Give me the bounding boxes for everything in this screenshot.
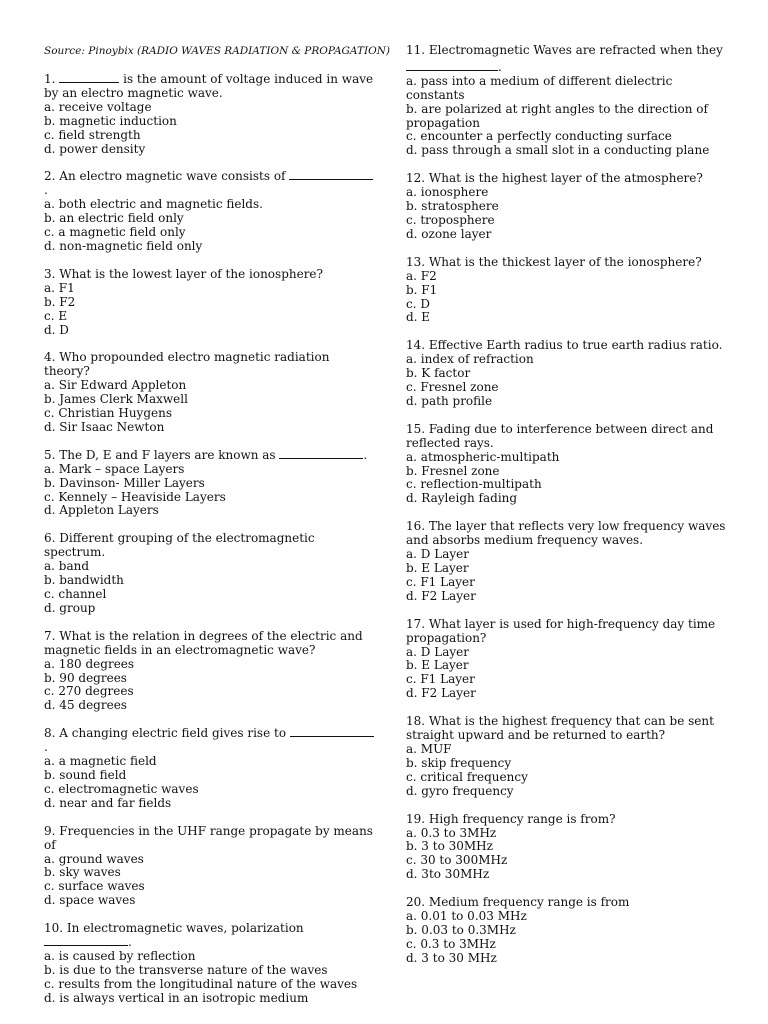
answer-option: a. both electric and magnetic fields.	[44, 197, 263, 212]
question-item	[406, 44, 726, 158]
answer-blank-line: .	[406, 58, 726, 75]
answer-option: a. band	[44, 559, 90, 574]
question-number: 14.	[406, 338, 426, 353]
answer-option: d. 3to 30MHz	[406, 867, 490, 882]
answer-option: d. power density	[44, 141, 146, 156]
answer-option: c. critical frequency	[406, 769, 528, 784]
answer-option: a. ionosphere	[406, 185, 489, 200]
answer-option: b. sound field	[44, 767, 127, 782]
answer-option: b. skip frequency	[406, 755, 512, 770]
answer-option: c. E	[44, 308, 68, 323]
question-stem: In electromagnetic waves, polarization	[66, 921, 304, 936]
answer-option: d. Sir Isaac Newton	[44, 419, 165, 434]
answer-option: b. sky waves	[44, 865, 121, 880]
answer-option: d. 45 degrees	[44, 698, 127, 713]
answer-option: c. channel	[44, 587, 107, 601]
question-number: 19.	[406, 811, 426, 826]
answer-option: d. non-magnetic field only	[44, 238, 203, 253]
question-number: 15.	[406, 421, 426, 436]
question-number: 9.	[44, 823, 56, 838]
question-text	[406, 813, 726, 827]
answer-option: c. field strength	[44, 127, 141, 142]
question-text	[406, 715, 726, 743]
answer-option: c. Kennely – Heaviside Layers	[44, 489, 226, 504]
question-number: 16.	[406, 519, 426, 534]
answer-option: c. 30 to 300MHz	[406, 853, 508, 868]
question-stem: What is the highest layer of the atmosphere?	[428, 171, 703, 186]
question-number: 11.	[406, 43, 426, 57]
left-question-list	[44, 73, 374, 1006]
question-number: 10.	[44, 921, 64, 936]
question-stem: What is the lowest layer of the ionosphere?	[59, 266, 323, 281]
answer-option: b. Fresnel zone	[406, 463, 500, 478]
answer-option: c. Christian Huygens	[44, 406, 172, 421]
question-stem: Frequencies in the UHF range propagate by means of	[44, 823, 373, 852]
answer-option: d. D	[44, 322, 69, 337]
question-text	[44, 351, 374, 379]
left-column	[44, 44, 390, 1020]
right-question-list	[406, 44, 726, 966]
answer-option: b. Davinson- Miller Layers	[44, 475, 205, 490]
question-item	[406, 618, 726, 701]
answer-option: b. is due to the transverse nature of the waves	[44, 962, 328, 977]
question-number: 5.	[44, 447, 56, 462]
question-item	[44, 73, 374, 156]
answer-blank	[290, 736, 374, 737]
question-item	[406, 715, 726, 798]
question-stem: The layer that reflects very low frequency waves and absorbs medium frequency waves.	[406, 519, 726, 548]
question-stem: Effective Earth radius to true earth radius ratio.	[428, 338, 723, 353]
question-stem: The D, E and F layers are known as	[59, 447, 276, 462]
answer-option: c. encounter a perfectly conducting surface	[406, 129, 672, 144]
question-item	[44, 268, 374, 338]
question-item	[406, 339, 726, 409]
answer-option: a. Sir Edward Appleton	[44, 378, 187, 393]
answer-option: d. Rayleigh fading	[406, 491, 518, 506]
answer-option: d. group	[44, 600, 96, 615]
question-stem: What layer is used for high-frequency day time propagation?	[406, 616, 716, 645]
answer-blank	[59, 82, 119, 83]
answer-option: d. 3 to 30 MHz	[406, 950, 497, 965]
question-item	[44, 170, 374, 253]
answer-option: c. 0.3 to 3MHz	[406, 936, 496, 951]
answer-option: d. space waves	[44, 893, 136, 908]
question-number: 13.	[406, 254, 426, 269]
question-text	[406, 44, 726, 58]
question-item	[44, 351, 374, 434]
question-item	[44, 825, 374, 908]
source-line: Source: Pinoybix (RADIO WAVES RADIATION & PROPAGATION)	[44, 45, 390, 57]
question-text	[406, 256, 726, 270]
answer-option: c. a magnetic field only	[44, 225, 186, 240]
answer-blank	[289, 179, 373, 180]
answer-option: c. Fresnel zone	[406, 380, 499, 395]
question-text	[44, 630, 374, 658]
answer-option: b. an electric field only	[44, 211, 184, 226]
answer-option: a. F2	[406, 268, 437, 283]
answer-option: a. D Layer	[406, 644, 469, 659]
answer-option: d. ozone layer	[406, 226, 492, 241]
question-stem: is the amount of voltage induced in wave by an electro magnetic wave.	[44, 72, 374, 100]
answer-option: c. F1 Layer	[406, 672, 475, 687]
answer-option: a. pass into a medium of different dielectric constants	[406, 73, 673, 102]
answer-option: a. atmospheric-multipath	[406, 449, 560, 464]
question-number: 4.	[44, 350, 56, 365]
answer-option: d. path profile	[406, 393, 493, 408]
question-text	[44, 532, 374, 560]
question-stem: Electromagnetic Waves are refracted when they	[428, 43, 723, 57]
question-item	[406, 423, 726, 506]
question-text	[406, 896, 726, 910]
question-text: 10. In electromagnetic waves, polarization .	[44, 921, 304, 950]
answer-option: c. reflection-multipath	[406, 477, 542, 492]
question-number: 17.	[406, 616, 426, 631]
answer-option: a. a magnetic field	[44, 754, 157, 769]
question-stem: Fading due to interference between direct and reflected rays.	[406, 421, 714, 450]
question-item	[406, 172, 726, 242]
answer-option: c. 270 degrees	[44, 684, 134, 699]
answer-option: a. MUF	[406, 741, 452, 756]
answer-option: c. D	[406, 296, 430, 311]
answer-option: b. stratosphere	[406, 199, 499, 214]
answer-option: d. F2 Layer	[406, 686, 476, 701]
answer-option: a. receive voltage	[44, 99, 152, 114]
question-text: 8. A changing electric field gives rise to .	[44, 727, 374, 755]
answer-option: d. pass through a small slot in a conducting plane	[406, 143, 710, 158]
answer-option: b. James Clerk Maxwell	[44, 392, 188, 407]
answer-option: a. index of refraction	[406, 352, 534, 367]
answer-option: b. F2	[44, 294, 76, 309]
question-stem: Who propounded electro magnetic radiation theory?	[44, 350, 330, 379]
question-text	[406, 423, 726, 451]
answer-option: b. 90 degrees	[44, 670, 127, 685]
question-text	[44, 73, 374, 101]
answer-option: a. D Layer	[406, 547, 469, 562]
answer-option: b. E Layer	[406, 658, 469, 673]
question-number: 18.	[406, 714, 426, 729]
question-stem: What is the thickest layer of the ionosphere?	[428, 254, 702, 269]
question-number: 20.	[406, 895, 426, 910]
question-text	[406, 520, 726, 548]
question-number: 8.	[44, 726, 56, 741]
question-item	[44, 532, 374, 615]
question-item	[44, 727, 374, 810]
answer-option: c. F1 Layer	[406, 574, 475, 589]
answer-option: d. near and far fields	[44, 795, 172, 810]
question-item	[406, 520, 726, 603]
question-number: 12.	[406, 171, 426, 186]
answer-option: d. F2 Layer	[406, 588, 476, 603]
question-text	[406, 339, 726, 353]
answer-option: b. bandwidth	[44, 573, 124, 588]
answer-option: a. F1	[44, 280, 75, 295]
answer-option: a. 0.01 to 0.03 MHz	[406, 909, 527, 924]
question-item	[406, 813, 726, 883]
question-number: 6.	[44, 531, 56, 546]
question-item	[44, 922, 374, 1005]
answer-option: c. electromagnetic waves	[44, 781, 199, 796]
answer-option: c. troposphere	[406, 212, 495, 227]
question-text: 5. The D, E and F layers are known as .	[44, 447, 368, 462]
answer-blank	[279, 458, 363, 459]
answer-option: b. E Layer	[406, 561, 469, 575]
answer-option: b. magnetic induction	[44, 113, 177, 128]
question-number: 7.	[44, 628, 56, 643]
question-number: 3.	[44, 266, 56, 281]
answer-option: d. Appleton Layers	[44, 503, 159, 518]
answer-option: b. are polarized at right angles to the direction of propagation	[406, 101, 708, 130]
answer-option: b. 0.03 to 0.3MHz	[406, 922, 516, 937]
question-stem: An electro magnetic wave consists of	[59, 169, 286, 184]
question-item	[44, 630, 374, 713]
question-stem: What is the highest frequency that can be sent straight upward and be returned to earth?	[406, 714, 714, 743]
question-item	[44, 449, 374, 519]
answer-option: a. Mark – space Layers	[44, 461, 185, 476]
question-text	[406, 618, 726, 646]
answer-option: a. ground waves	[44, 851, 144, 866]
answer-option: a. 180 degrees	[44, 656, 135, 671]
question-text	[406, 172, 726, 186]
answer-option: c. results from the longitudinal nature of the waves	[44, 976, 358, 991]
answer-option: b. 3 to 30MHz	[406, 839, 493, 854]
question-number: 1.	[44, 72, 56, 86]
answer-blank	[44, 945, 128, 946]
question-text	[44, 268, 374, 282]
question-stem: High frequency range is from?	[428, 811, 616, 826]
right-column	[406, 44, 726, 980]
question-stem: Different grouping of the electromagnetic spectrum.	[44, 531, 315, 560]
answer-option: d. E	[406, 310, 431, 325]
question-item	[406, 896, 726, 966]
question-number: 2.	[44, 169, 56, 184]
question-stem: What is the relation in degrees of the electric and magnetic fields in an electromagnetic wave?	[44, 628, 363, 657]
question-text	[44, 825, 374, 853]
question-text: 2. An electro magnetic wave consists of .	[44, 170, 374, 198]
question-item	[406, 256, 726, 326]
answer-option: b. F1	[406, 282, 438, 297]
answer-option: b. K factor	[406, 366, 471, 381]
question-stem: A changing electric field gives rise to	[59, 726, 287, 741]
question-stem: Medium frequency range is from	[428, 895, 630, 910]
answer-option: d. is always vertical in an isotropic medium	[44, 990, 309, 1005]
answer-option: a. 0.3 to 3MHz	[406, 825, 497, 840]
answer-option: d. gyro frequency	[406, 783, 514, 798]
answer-option: c. surface waves	[44, 879, 145, 894]
answer-option: a. is caused by reflection	[44, 948, 196, 963]
